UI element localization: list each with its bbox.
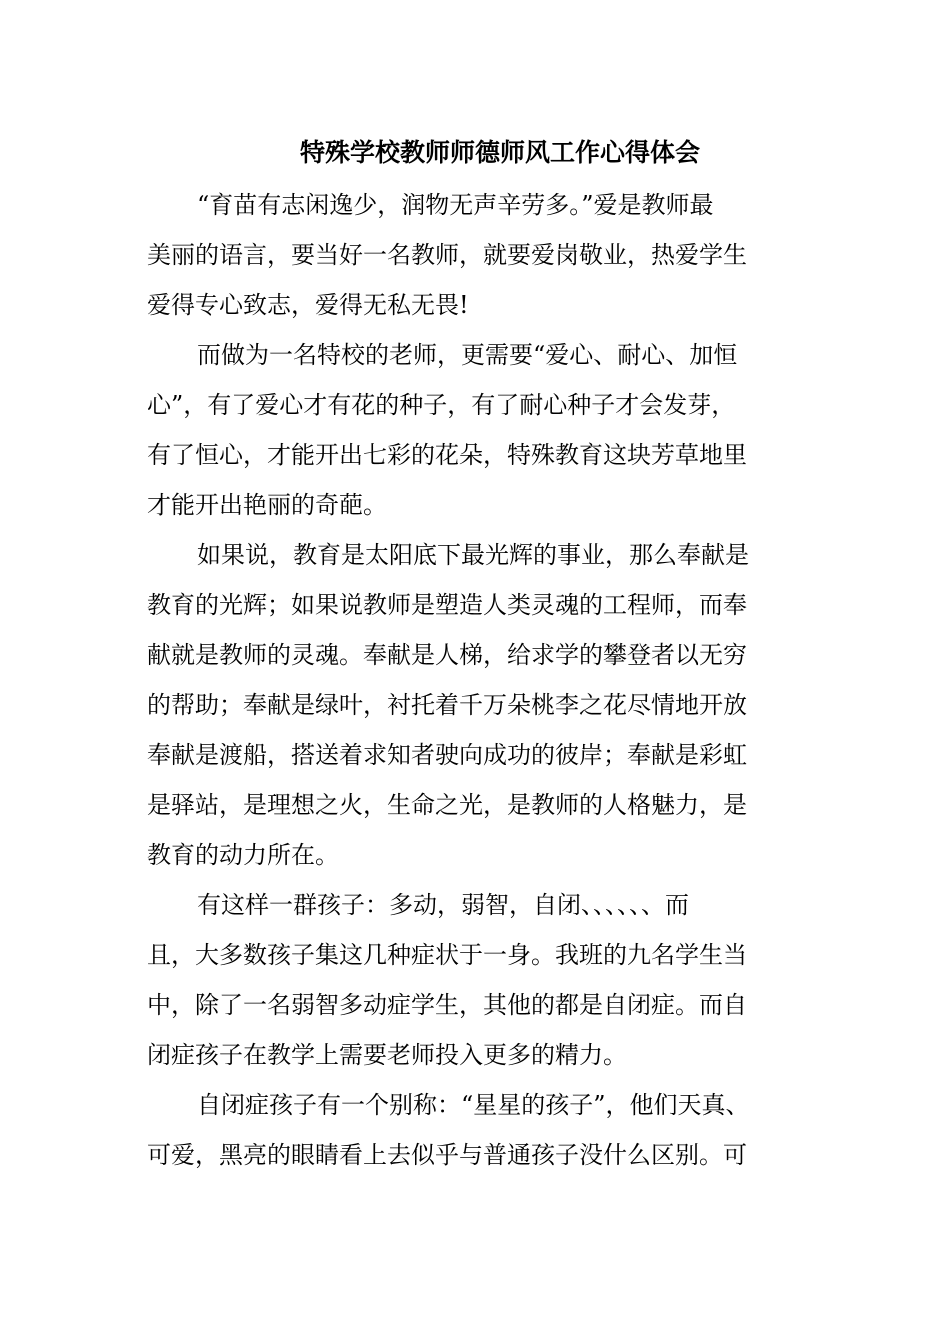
text-line: 有这样一群孩子：多动，弱智，自闭、、、、、、而	[197, 891, 689, 919]
text-line: 有了恒心，才能开出七彩的花朵，特殊教育这块芳草地里	[147, 441, 747, 469]
document-body	[147, 180, 837, 1180]
text-line: 奉献是渡船，搭送着求知者驶向成功的彼岸；奉献是彩虹	[147, 741, 747, 769]
text-line: 且，大多数孩子集这几种症状于一身。我班的九名学生当	[147, 941, 747, 969]
text-line: 是驿站，是理想之火，生命之光，是教师的人格魅力，是	[147, 791, 747, 819]
document-title: 特殊学校教师师德师风工作心得体会	[299, 138, 700, 167]
text-line: 可爱，黑亮的眼睛看上去似乎与普通孩子没什么区别。可	[147, 1141, 747, 1169]
text-line: 而做为一名特校的老师，更需要“爱心、耐心、加恒	[197, 341, 738, 369]
text-line: 中，除了一名弱智多动症学生，其他的都是自闭症。而自	[147, 991, 747, 1019]
text-line: 闭症孩子在教学上需要老师投入更多的精力。	[147, 1041, 627, 1069]
text-line: 自闭症孩子有一个别称：“星星的孩子”，他们天真、	[197, 1091, 750, 1119]
text-line: 的帮助；奉献是绿叶，衬托着千万朵桃李之花尽情地开放	[147, 691, 747, 719]
text-line: 献就是教师的灵魂。奉献是人梯，给求学的攀登者以无穷	[147, 641, 747, 669]
text-line: 美丽的语言，要当好一名教师，就要爱岗敬业，热爱学生	[147, 241, 747, 269]
text-line: 教育的动力所在。	[147, 841, 339, 869]
text-line: 如果说，教育是太阳底下最光辉的事业，那么奉献是	[197, 541, 749, 569]
text-line: 爱得专心致志，爱得无私无畏!	[147, 291, 469, 319]
text-line: “育苗有志闲逸少，润物无声辛劳多。”爱是教师最	[197, 191, 714, 219]
text-line: 心”，有了爱心才有花的种子，有了耐心种子才会发芽，	[147, 391, 736, 419]
text-line: 才能开出艳丽的奇葩。	[147, 491, 387, 519]
text-line: 教育的光辉；如果说教师是塑造人类灵魂的工程师，而奉	[147, 591, 747, 619]
